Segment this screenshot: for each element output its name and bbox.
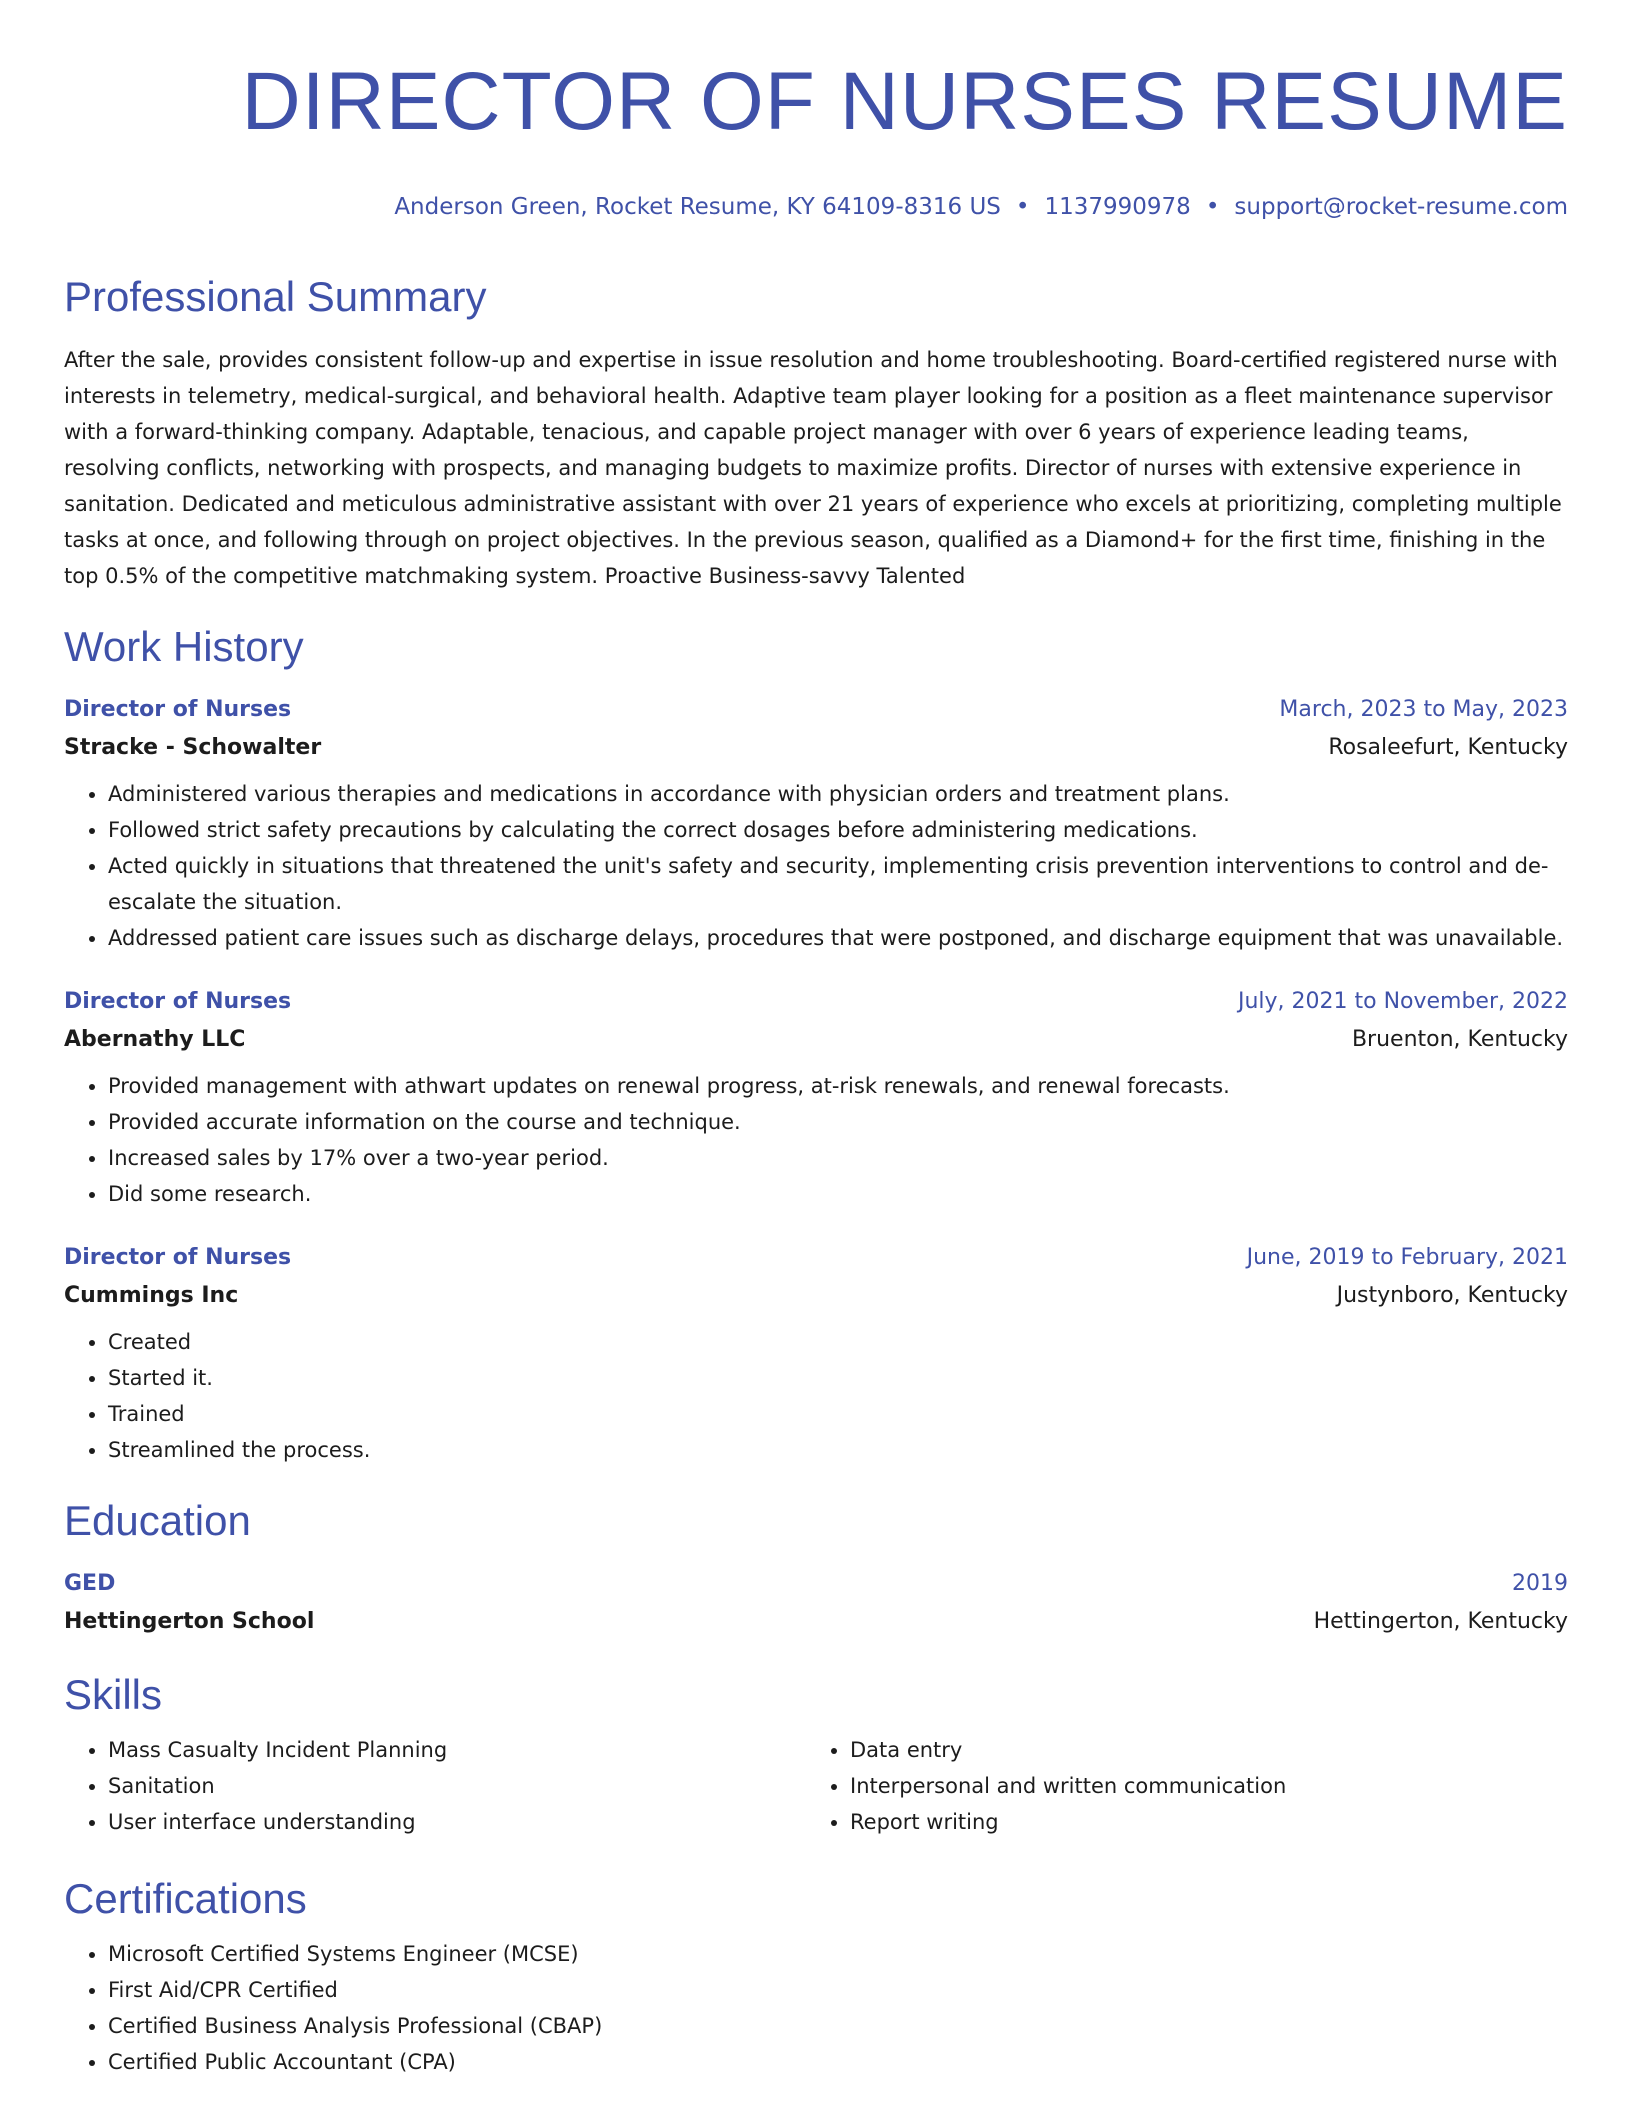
certifications-heading: Certifications	[64, 1875, 307, 1922]
job-dates: June, 2019 to February, 2021	[1246, 1245, 1568, 1270]
certification-item: • Microsoft Certified Systems Engineer (MCSE)	[108, 1936, 1568, 1972]
job-location: Rosaleefurt, Kentucky	[1328, 735, 1568, 760]
job-bullet: • Increased sales by 17% over a two-year period.	[108, 1140, 1568, 1176]
skills-heading: Skills	[64, 1671, 163, 1718]
job-subheader	[64, 1280, 1568, 1312]
job-bullet: • Started it.	[108, 1360, 1568, 1396]
certification-item: • Certified Business Analysis Professional (CBAP)	[108, 2008, 1568, 2044]
job-role: Director of Nurses	[64, 697, 292, 722]
education-degree: GED	[64, 1571, 116, 1596]
skill-item: • User interface understanding	[108, 1804, 806, 1840]
job-bullet: • Provided management with athwart updates on renewal progress, at-risk renewals, and renewal forecasts.	[108, 1068, 1568, 1104]
job-location: Justynboro, Kentucky	[1336, 1283, 1568, 1308]
summary-text: After the sale, provides consistent follow-up and expertise in issue resolution and home troubleshooting. Board-certified registered nurse with interests in telemetry, medical-surgical, and behavioral health. Adaptive team player looking for a position as a fleet maintenance supervisor with a forward-thinking company. Adaptable, tenacious, and capable project manager with over 6 years of experience leading teams, resolving conflicts, networking with prospects, and managing budgets to maximize profits. Director of nurses with extensive experience in sanitation. Dedicated and meticulous administrative assistant with over 21 years of experience who excels at prioritizing, completing multiple tasks at once, and following through on project objectives. In the previous season, qualified as a Diamond+ for the first time, finishing in the top 0.5% of the competitive matchmaking system. Proactive Business-savvy Talented	[64, 348, 1562, 588]
skills-column-right	[806, 1732, 1556, 1840]
job-header	[64, 694, 1568, 726]
job-role: Director of Nurses	[64, 989, 292, 1014]
job-bullet: • Streamlined the process.	[108, 1432, 1568, 1468]
job-company: Abernathy LLC	[64, 1027, 246, 1052]
contact-separator: •	[1205, 194, 1220, 220]
job-bullets	[64, 1324, 1568, 1468]
education-school: Hettingerton School	[64, 1609, 315, 1634]
job-entry	[64, 694, 1568, 956]
work-history-heading: Work History	[64, 623, 304, 670]
job-dates: March, 2023 to May, 2023	[1279, 697, 1568, 722]
certification-item: • Certified Public Accountant (CPA)	[108, 2044, 1568, 2080]
job-bullet: • Acted quickly in situations that threatened the unit's safety and security, implementing crisis prevention interventions to control and de-escalate the situation.	[108, 848, 1568, 920]
job-bullet: • Followed strict safety precautions by calculating the correct dosages before administering medications.	[108, 812, 1568, 848]
skills-list	[64, 1732, 1568, 1840]
skill-item: • Mass Casualty Incident Planning	[108, 1732, 806, 1768]
job-entry	[64, 986, 1568, 1212]
skill-item: • Interpersonal and written communication	[850, 1768, 1556, 1804]
job-dates: July, 2021 to November, 2022	[1237, 989, 1568, 1014]
skill-item: • Report writing	[850, 1804, 1556, 1840]
education-subheader	[64, 1606, 1568, 1638]
job-bullets	[64, 1068, 1568, 1212]
education-entry	[64, 1568, 1568, 1638]
job-location: Bruenton, Kentucky	[1351, 1027, 1568, 1052]
job-bullet: • Provided accurate information on the course and technique.	[108, 1104, 1568, 1140]
contact-address: Anderson Green, Rocket Resume, KY 64109-8316 US	[394, 194, 1001, 220]
job-entry	[64, 1242, 1568, 1468]
job-company: Stracke - Schowalter	[64, 735, 322, 760]
education-location: Hettingerton, Kentucky	[1313, 1609, 1568, 1634]
contact-email[interactable]: support@rocket-resume.com	[1234, 194, 1568, 220]
contact-line	[64, 192, 1568, 222]
job-bullet: • Administered various therapies and medications in accordance with physician orders and treatment plans.	[108, 776, 1568, 812]
contact-separator: •	[1015, 194, 1030, 220]
certification-item: • First Aid/CPR Certified	[108, 1972, 1568, 2008]
job-bullet: • Trained	[108, 1396, 1568, 1432]
contact-phone[interactable]: 1137990978	[1044, 194, 1191, 220]
skills-column-left	[64, 1732, 806, 1840]
job-company: Cummings Inc	[64, 1283, 239, 1308]
job-bullet: • Did some research.	[108, 1176, 1568, 1212]
job-bullets	[64, 776, 1568, 956]
skill-item: • Data entry	[850, 1732, 1556, 1768]
summary-heading: Professional Summary	[64, 273, 487, 320]
job-role: Director of Nurses	[64, 1245, 292, 1270]
job-subheader	[64, 1024, 1568, 1056]
job-header	[64, 1242, 1568, 1274]
job-bullet: • Addressed patient care issues such as discharge delays, procedures that were postponed, and discharge equipment that was unavailable.	[108, 920, 1568, 956]
resume-page	[64, 56, 1568, 2080]
job-header	[64, 986, 1568, 1018]
resume-title: DIRECTOR OF NURSES RESUME	[241, 56, 1568, 147]
job-subheader	[64, 732, 1568, 764]
education-header	[64, 1568, 1568, 1600]
education-heading: Education	[64, 1497, 251, 1544]
job-bullet: • Created	[108, 1324, 1568, 1360]
skill-item: • Sanitation	[108, 1768, 806, 1804]
education-year: 2019	[1512, 1571, 1568, 1596]
certifications-list	[64, 1936, 1568, 2080]
